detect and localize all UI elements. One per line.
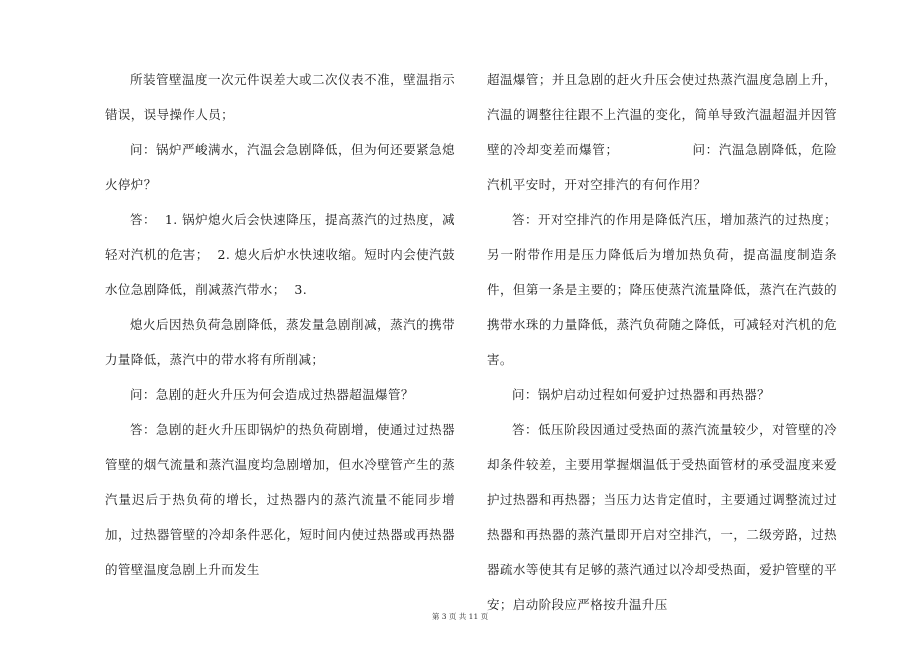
paragraph: 答： 1. 锅炉熄火后会快速降压，提高蒸汽的过热度，减轻对汽机的危害； 2. 熄火后炉水快速收缩。短时内会使汽鼓水位急剧降低，削减蒸汽带水； 3. [105,212,455,297]
paragraph: 所装管壁温度一次元件误差大或二次仪表不准，壁温指示错误，误导操作人员； [105,72,455,122]
left-column [105,62,455,587]
right-column [487,62,837,622]
page-footer: 第 3 页 共 11 页 [431,612,489,621]
paragraph: 答：急剧的赶火升压即锅炉的热负荷剧增，使通过过热器管壁的烟气流量和蒸汽温度均急剧增加，但水冷壁管产生的蒸汽量迟后于热负荷的增长，过热器内的蒸汽流量不能同步增加，过热器管壁的冷却条件恶化，短时间内使过热器或再热器的管壁温度急剧上升而发生 [105,422,455,577]
paragraph: 超温爆管；并且急剧的赶火升压会使过热蒸汽温度急剧上升，汽温的调整往往跟不上汽温的变化，简单导致汽温超温并因管壁的冷却变差而爆管； 问：汽温急剧降低，危险汽机平安时，开对空排汽的有何作用？ [487,72,837,192]
paragraph: 答：开对空排汽的作用是降低汽压，增加蒸汽的过热度；另一附带作用是压力降低后为增加热负荷，提高温度制造条件，但第一条是主要的；降压使蒸汽流量降低，蒸汽在汽鼓的携带水珠的力量降低，蒸汽负荷随之降低，可减轻对汽机的危害。 [487,212,837,367]
paragraph: 熄火后因热负荷急剧降低，蒸发量急剧削减，蒸汽的携带力量降低，蒸汽中的带水将有所削减； [105,317,455,367]
paragraph: 问：急剧的赶火升压为何会造成过热器超温爆管？ [130,387,414,402]
paragraph: 答：低压阶段因通过受热面的蒸汽流量较少，对管壁的冷却条件较差，主要用掌握烟温低于受热面管材的承受温度来爱护过热器和再热器；当压力达肯定值时，主要通过调整流过过热器和再热器的蒸汽量即开启对空排汽，一，二级旁路，过热器疏水等使其有足够的蒸汽通过以冷却受热面，爱护管壁的平安；启动阶段应严格按升温升压 [487,422,837,612]
paragraph: 问：锅炉严峻满水，汽温会急剧降低，但为何还要紧急熄火停炉？ [105,142,455,192]
paragraph: 问：锅炉启动过程如何爱护过热器和再热器？ [512,387,771,402]
